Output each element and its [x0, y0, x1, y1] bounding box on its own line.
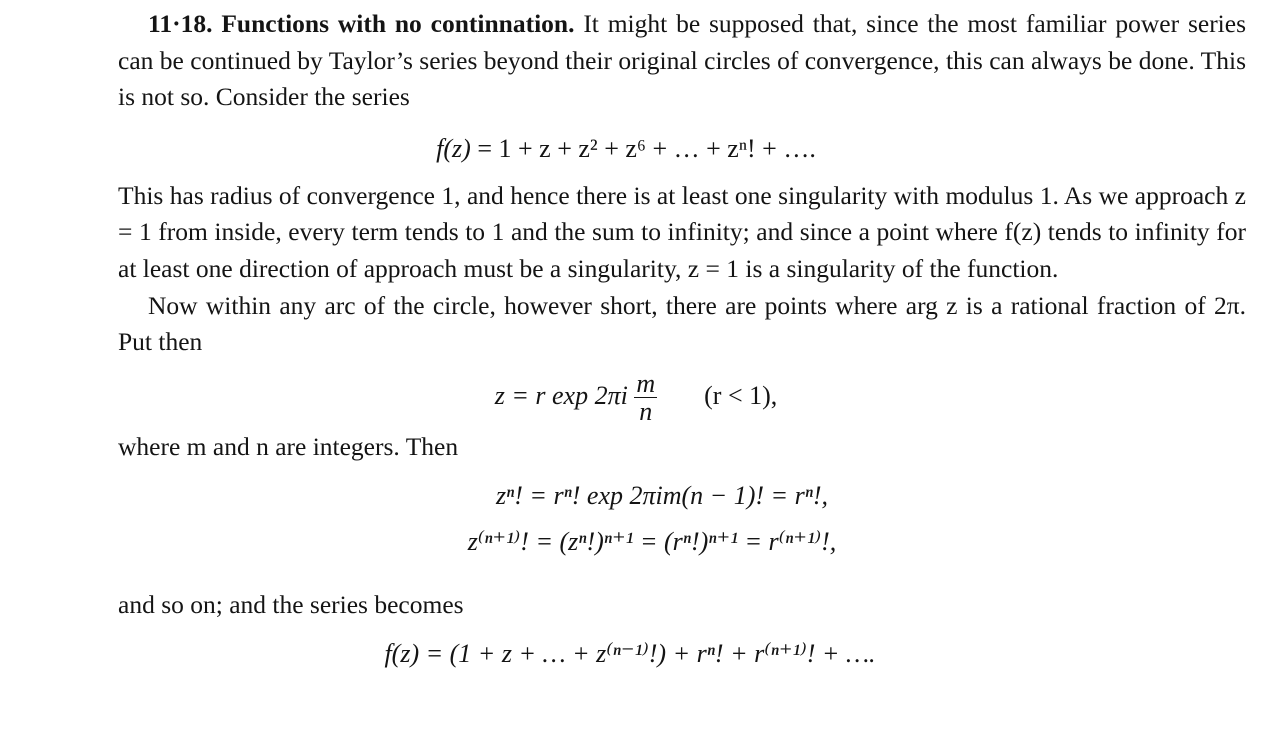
equation-zn-text: zⁿ! = rⁿ! exp 2πim(n − 1)! = rⁿ!,: [495, 481, 829, 511]
fraction-numerator: m: [636, 368, 656, 398]
equation-zn-factorial: [98, 473, 1226, 519]
equation-series-rhs: = 1 + z + z² + z⁶ + … + zⁿ! + ….: [477, 133, 816, 163]
integers-paragraph: where m and n are integers. Then: [118, 431, 459, 461]
page: [118, 6, 1246, 674]
section-title: Functions with no continnation.: [221, 9, 575, 38]
series-becomes-paragraph: and so on; and the series becomes: [118, 590, 464, 620]
equation-zn1-text: z⁽ⁿ⁺¹⁾! = (zⁿ!)ⁿ⁺¹ = (rⁿ!)ⁿ⁺¹ = r⁽ⁿ⁺¹⁾!,: [467, 527, 837, 557]
equation-z-fraction: [634, 370, 657, 426]
equation-z-definition: [72, 363, 1200, 429]
arc-paragraph: Now within any arc of the circle, however short, there are points where arg z is a rational fraction of 2π. Put then: [118, 290, 1246, 357]
section-number: 11·18.: [148, 9, 213, 38]
section-intro-text: It might be supposed that, since the most familiar power series can be continued by Taylor’s series beyond their original circles of convergence, this can always be done. This is not so. Consider the series: [118, 9, 1247, 112]
fraction-denominator: n: [639, 397, 653, 427]
equation-z-condition: (r < 1),: [704, 380, 778, 410]
equation-series: [62, 124, 1190, 174]
equation-series-becomes: [66, 634, 1194, 674]
section-paragraph: [118, 6, 1246, 116]
equation-series-lhs: f(z): [436, 133, 471, 163]
radius-paragraph: This has radius of convergence 1, and hence there is at least one singularity with modulus 1. As we approach z = 1 from inside, every term tends to 1 and the sum to infinity; and since a point where f(z) tends to infinity for at least one direction of approach must be a singularity, z = 1 is a singularity of the function.: [118, 180, 1246, 283]
equation-z-lhs: z = r exp 2πi: [494, 380, 628, 410]
equation-zn1-factorial: [88, 519, 1216, 565]
equation-series-becomes-text: f(z) = (1 + z + … + z⁽ⁿ⁻¹⁾!) + rⁿ! + r⁽ⁿ⁺¹⁾! + ….: [384, 638, 876, 668]
